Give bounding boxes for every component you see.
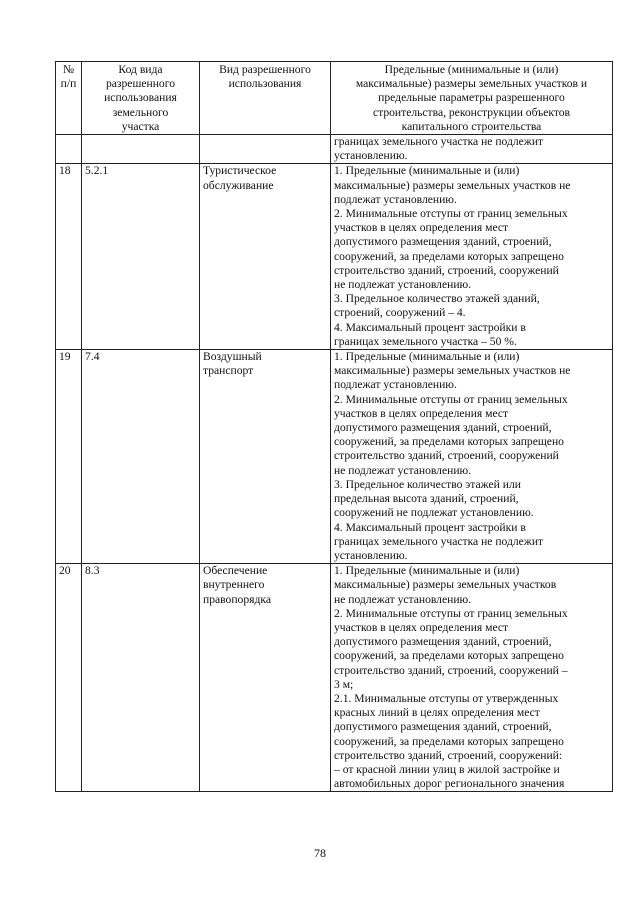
header-use-type: Вид разрешенного использования bbox=[200, 62, 331, 135]
land-use-table bbox=[55, 61, 613, 792]
header-parameters: Предельные (минимальные и (или) максимальные) размеры земельных участков и предельные параметры разрешенного строительства, реконструкции объектов капитального строительства bbox=[331, 62, 613, 135]
cell-use-type bbox=[200, 135, 331, 164]
cell-code: 5.2.1 bbox=[82, 164, 200, 350]
cell-use-type: Обеспечение внутреннего правопорядка bbox=[200, 564, 331, 792]
cell-code: 7.4 bbox=[82, 350, 200, 564]
cell-code bbox=[82, 135, 200, 164]
table-row bbox=[56, 164, 613, 350]
cell-parameters: 1. Предельные (минимальные и (или) максимальные) размеры земельных участков не подлежат установлению. 2. Минимальные отступы от границ земельных участков в целях определения мест допустимого размещения зданий, строений, сооружений, за пределами которых запрещено строительство зданий, строений, сооружений не подлежат установлению. 3. Предельное количество этажей или предельная высота зданий, строений, сооружений не подлежат установлению. 4. Максимальный процент застройки в границах земельного участка не подлежит установлению. bbox=[331, 350, 613, 564]
cell-number bbox=[56, 135, 82, 164]
header-number: № п/п bbox=[56, 62, 82, 135]
cell-number: 18 bbox=[56, 164, 82, 350]
table-row bbox=[56, 564, 613, 792]
table-row-continuation bbox=[56, 135, 613, 164]
cell-use-type: Туристическое обслуживание bbox=[200, 164, 331, 350]
header-code: Код вида разрешенного использования земельного участка bbox=[82, 62, 200, 135]
table-header-row bbox=[56, 62, 613, 135]
cell-number: 19 bbox=[56, 350, 82, 564]
cell-use-type: Воздушный транспорт bbox=[200, 350, 331, 564]
cell-parameters: границах земельного участка не подлежит установлению. bbox=[331, 135, 613, 164]
page-number: 78 bbox=[314, 846, 326, 860]
cell-parameters: 1. Предельные (минимальные и (или) максимальные) размеры земельных участков не подлежат установлению. 2. Минимальные отступы от границ земельных участков в целях определения мест допустимого размещения зданий, строений, сооружений, за пределами которых запрещено строительство зданий, строений, сооружений – 3 м; 2.1. Минимальные отступы от утвержденных красных линий в целях определения мест допустимого размещения зданий, строений, сооружений, за пределами которых запрещено строительство зданий, строений, сооружений: – от красной линии улиц в жилой застройке и автомобильных дорог регионального значения bbox=[331, 564, 613, 792]
cell-code: 8.3 bbox=[82, 564, 200, 792]
table-row bbox=[56, 350, 613, 564]
cell-parameters: 1. Предельные (минимальные и (или) максимальные) размеры земельных участков не подлежат установлению. 2. Минимальные отступы от границ земельных участков в целях определения мест допустимого размещения зданий, строений, сооружений, за пределами которых запрещено строительство зданий, строений, сооружений не подлежат установлению. 3. Предельное количество этажей зданий, строений, сооружений – 4. 4. Максимальный процент застройки в границах земельного участка – 50 %. bbox=[331, 164, 613, 350]
cell-number: 20 bbox=[56, 564, 82, 792]
